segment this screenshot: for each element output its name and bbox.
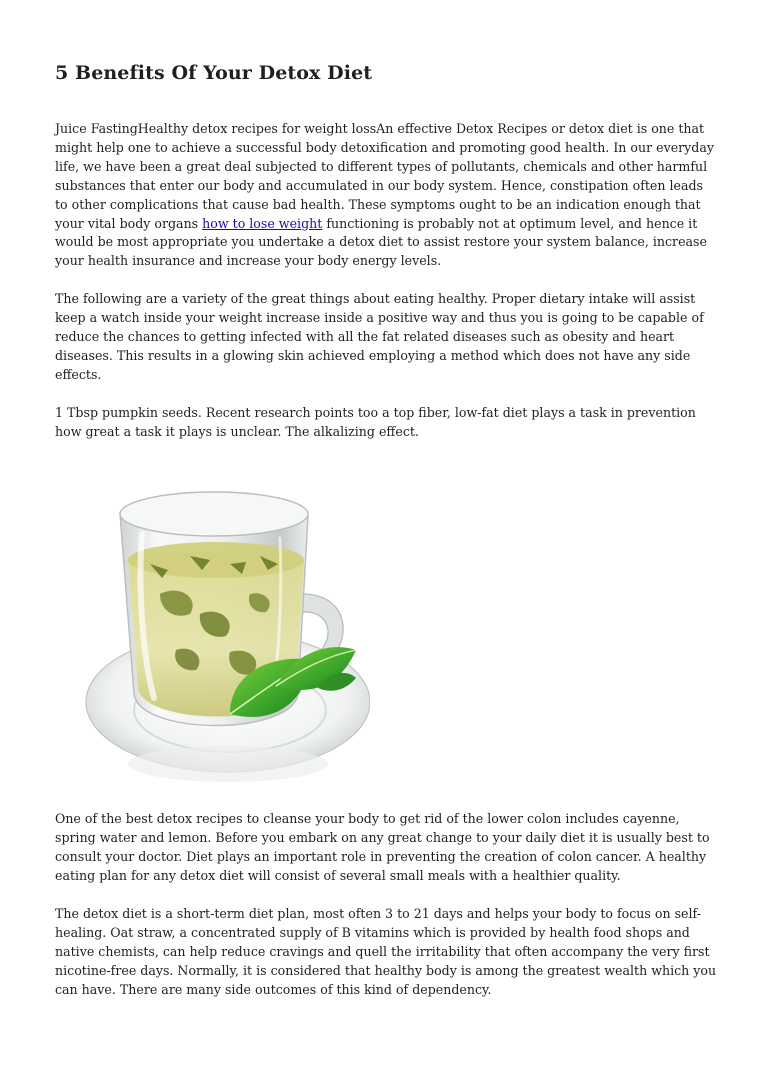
- paragraph-colon-cleanse: One of the best detox recipes to cleanse your body to get rid of the lower colon includes cayenne, spring water and lemon. Before you embark on any great change to your daily diet it is usually best to consult your doctor. Diet plays an important role in preventing the creation of colon cancer. A healthy eating plan for any detox diet will consist of several small meals with a healthier quality.: [55, 811, 710, 883]
- page-title: 5 Benefits Of Your Detox Diet: [55, 62, 373, 84]
- how-to-lose-weight-link[interactable]: how to lose weight: [202, 215, 323, 231]
- paragraph-detox-plan: The detox diet is a short-term diet plan, most often 3 to 21 days and helps your body to focus on self-healing. Oat straw, a concentrated supply of B vitamins which is provided by health food shops and native chemists, can help reduce cravings and quell the irritability that often accompany the very first nicotine-free days. Normally, it is considered that healthy body is among the greatest wealth which you can have. There are many side outcomes of this kind of dependency.: [55, 906, 717, 997]
- paragraph-intro: [55, 120, 717, 271]
- green-tea-image: [80, 474, 370, 792]
- paragraph-intro-text-start: Juice FastingHealthy detox recipes for weight lossAn effective Detox Recipes or detox diet is one that might help one to achieve a successful body detoxification and promoting good health. In our everyday life, we have been a great deal subjected to different types of pollutants, chemicals and other harmful substances that enter our body and accumulated in our body system. Hence, constipation often leads to other complications that cause bad health. These symptoms ought to be an indication enough that your vital body organs: [55, 121, 714, 231]
- paragraph-pumpkin-seeds: 1 Tbsp pumpkin seeds. Recent research points too a top fiber, low-fat diet plays a task in prevention how great a task it plays is unclear. The alkalizing effect.: [55, 405, 696, 439]
- paragraph-intro-text-end: functioning is probably not at optimum level, and hence it would be most appropriate you undertake a detox diet to assist restore your system balance, increase your health insurance and increase your body energy levels.: [55, 215, 707, 269]
- green-tea-cup-icon: [80, 474, 370, 792]
- paragraph-benefits: The following are a variety of the great things about eating healthy. Proper dietary intake will assist keep a watch inside your weight increase inside a positive way and thus you is going to be capable of reduce the chances to getting infected with all the fat related diseases such as obesity and heart diseases. This results in a glowing skin achieved employing a method which does not have any side effects.: [55, 291, 704, 382]
